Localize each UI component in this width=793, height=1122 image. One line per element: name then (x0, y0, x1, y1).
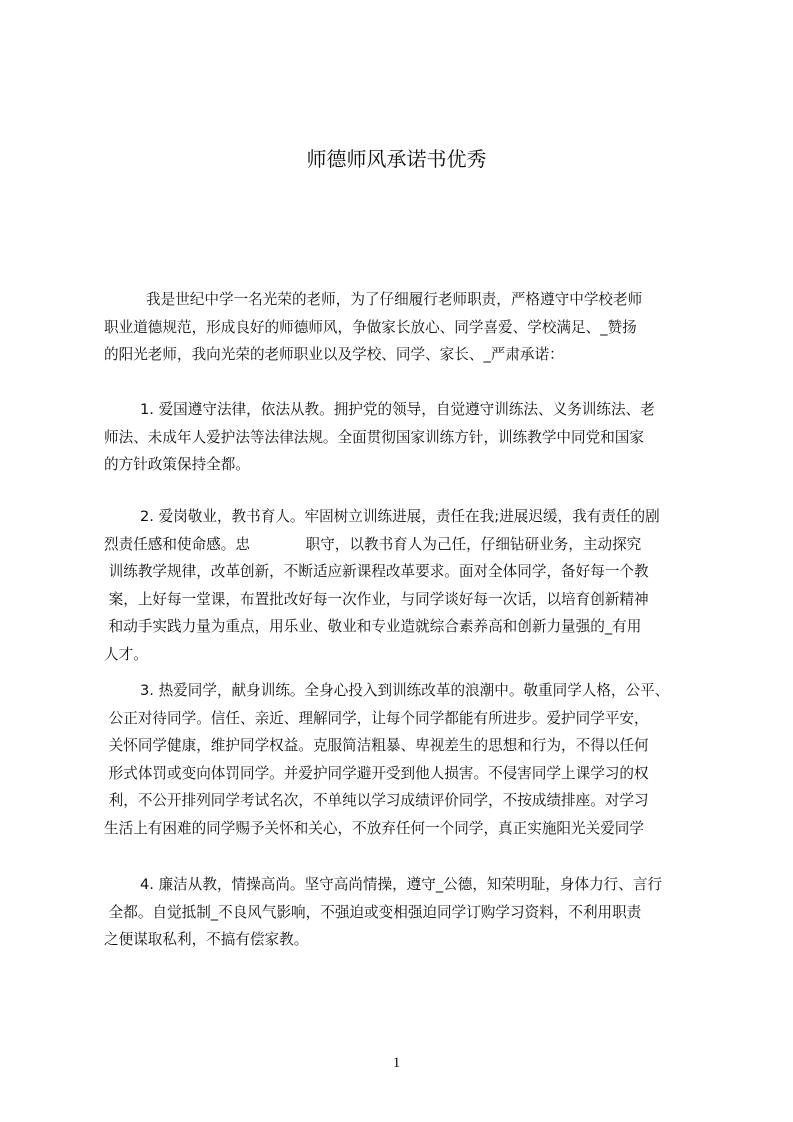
paragraph-item-2 (104, 503, 714, 669)
text-line: 4. 廉洁从教，情操高尚。坚守高尚情操，遵守_公德，知荣明耻，身体力行、言行 (140, 876, 663, 893)
text-line: 生活上有困难的同学赐予关怀和关心，不放弃任何一个同学，真正实施阳光关爱同学 (104, 819, 644, 837)
paragraph-item-1 (104, 396, 714, 479)
paragraph-intro (104, 286, 714, 369)
text-line: 烈责任感和使命感。忠 职守，以教书育人为己任，仔细钻研业务，主动探究 (104, 535, 642, 553)
text-line: 全都。自觉抵制_不良风气影响，不强迫或变相强迫同学订购学习资料，不利用职责 (104, 903, 642, 921)
text-line: 和动手实践力量为重点，用乐业、敬业和专业造就综合素养高和创新力量强的_有用 (104, 618, 642, 636)
text-line: 公正对待同学。信任、亲近、理解同学，让每个同学都能有所进步。爱护同学平安， (104, 709, 649, 727)
document-title: 师德师风承诺书优秀 (306, 147, 487, 171)
text-line: 案，上好每一堂课，布置批改好每一次作业，与同学谈好每一次话，以培育创新精神 (104, 590, 649, 608)
text-line: 1. 爱国遵守法律，依法从教。拥护党的领导，自觉遵守训练法、义务训练法、老 (140, 401, 655, 418)
text-line: 利，不公开排列同学考试名次，不单纯以学习成绩评价同学，不按成绩排座。对学习 (104, 792, 649, 810)
text-line: 关怀同学健康，维护同学权益。克服简洁粗暴、卑视差生的思想和行为，不得以任何 (104, 737, 649, 755)
text-line: 的方针政策保持全都。 (104, 456, 250, 474)
text-line: 2. 爱岗敬业，教书育人。牢固树立训练进展，责任在我;进展迟缓，我有责任的剧 (140, 508, 660, 525)
paragraph-item-4 (104, 871, 714, 954)
paragraph-item-3 (104, 677, 714, 843)
text-line: 训练教学规律，改革创新，不断适应新课程改革要求。面对全体同学，备好每一个教 (104, 563, 649, 581)
text-line: 3. 热爱同学，献身训练。全身心投入到训练改革的浪潮中。敬重同学人格，公平、 (140, 682, 670, 699)
text-line: 人才。 (104, 645, 148, 663)
text-line: 我是世纪中学一名光荣的老师，为了仔细履行老师职责，严格遵守中学校老师 (146, 291, 643, 308)
text-line: 师法、未成年人爱护法等法律法规。全面贯彻国家训练方针，训练教学中同党和国家 (104, 428, 644, 446)
text-line: 职业道德规范，形成良好的师德师风，争做家长放心、同学喜爱、学校满足、_赞扬 (104, 318, 637, 336)
text-line: 的阳光老师，我向光荣的老师职业以及学校、同学、家长、_严肃承诺： (104, 346, 564, 364)
text-line: 形式体罚或变向体罚同学。并爱护同学避开受到他人损害。不侵害同学上课学习的权 (104, 764, 649, 782)
page-number: 1 (392, 1055, 401, 1071)
text-line: 之便谋取私利，不搞有偿家教。 (104, 931, 309, 949)
